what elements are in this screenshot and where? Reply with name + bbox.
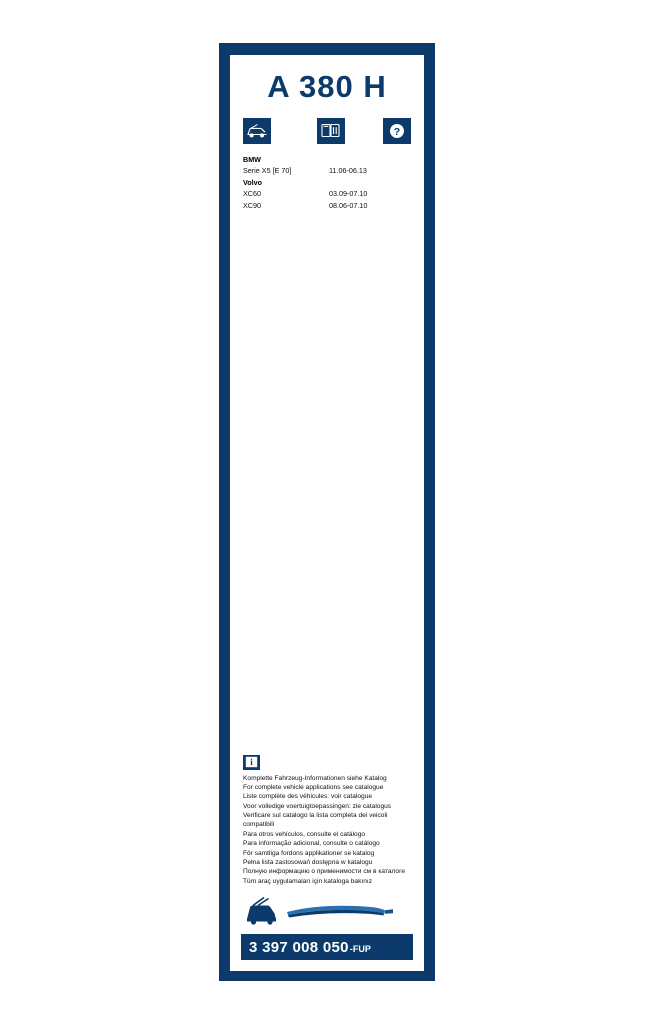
vehicle-row — [243, 165, 411, 176]
vehicle-period: 03.09-07.10 — [329, 189, 368, 199]
product-label — [219, 43, 435, 981]
info-line: Voor volledige voertuigtoepassingen: zie catalogus — [243, 802, 392, 810]
wiper-blade-fitting-icon — [317, 118, 345, 144]
wiper-illustration — [243, 892, 411, 930]
information-icon — [243, 755, 260, 770]
info-line: Полную информацию о применимости см в каталоге — [243, 868, 406, 876]
info-line: For complete vehicle applications see catalogue — [243, 784, 384, 792]
vehicle-row — [243, 200, 411, 211]
info-line: Verificare sul catalogo la lista completa dei veicoli compatibili — [243, 812, 388, 829]
label-inner-white-area — [230, 55, 424, 971]
info-line: För samtliga fordons applikationer se katalog — [243, 849, 375, 857]
vehicle-period: 11.06-06.13 — [329, 166, 367, 176]
svg-text:?: ? — [393, 126, 401, 139]
icon-spacer-one — [271, 118, 317, 144]
page-title: A 380 H — [267, 69, 387, 104]
info-block — [230, 755, 424, 886]
icon-spacer-two — [345, 118, 384, 144]
svg-text:i: i — [250, 757, 253, 768]
vehicle-row — [243, 188, 411, 199]
vehicle-period: 08.06-07.10 — [329, 200, 368, 210]
wiper-blade-illustration — [287, 906, 393, 918]
icon-row — [230, 114, 424, 144]
info-line: Para informação adicional, consulte o catálogo — [243, 840, 380, 848]
part-number: 3 397 008 050 — [249, 938, 349, 956]
title-row — [230, 55, 424, 114]
info-line: Liste complète des véhicules: voir catalogue — [243, 793, 373, 801]
question-mark-icon — [383, 118, 411, 144]
part-number-bar — [241, 934, 413, 960]
car-front-wiper-icon — [247, 898, 276, 925]
part-number-suffix: -FUP — [349, 944, 371, 954]
vehicle-brand: BMW — [243, 155, 261, 164]
vehicle-brand: Volvo — [243, 177, 263, 187]
info-line: Tüm araç uygulamaları için kataloga bakınız — [243, 877, 373, 885]
info-line: Pełna lista zastosowań dostępna w katalogu — [243, 858, 373, 866]
blank-area — [230, 211, 424, 755]
vehicle-model: XC60 — [243, 189, 261, 199]
info-line: Para otros vehículos, consulte el catálogo — [243, 830, 366, 838]
info-line: Komplette Fahrzeug-Informationen siehe Katalog — [243, 774, 387, 782]
vehicle-model: XC90 — [243, 200, 261, 210]
car-wiper-icon — [243, 118, 271, 144]
vehicle-application-list — [230, 144, 424, 211]
info-lines — [243, 774, 411, 886]
vehicle-model: Serie X5 [E 70] — [243, 166, 292, 176]
